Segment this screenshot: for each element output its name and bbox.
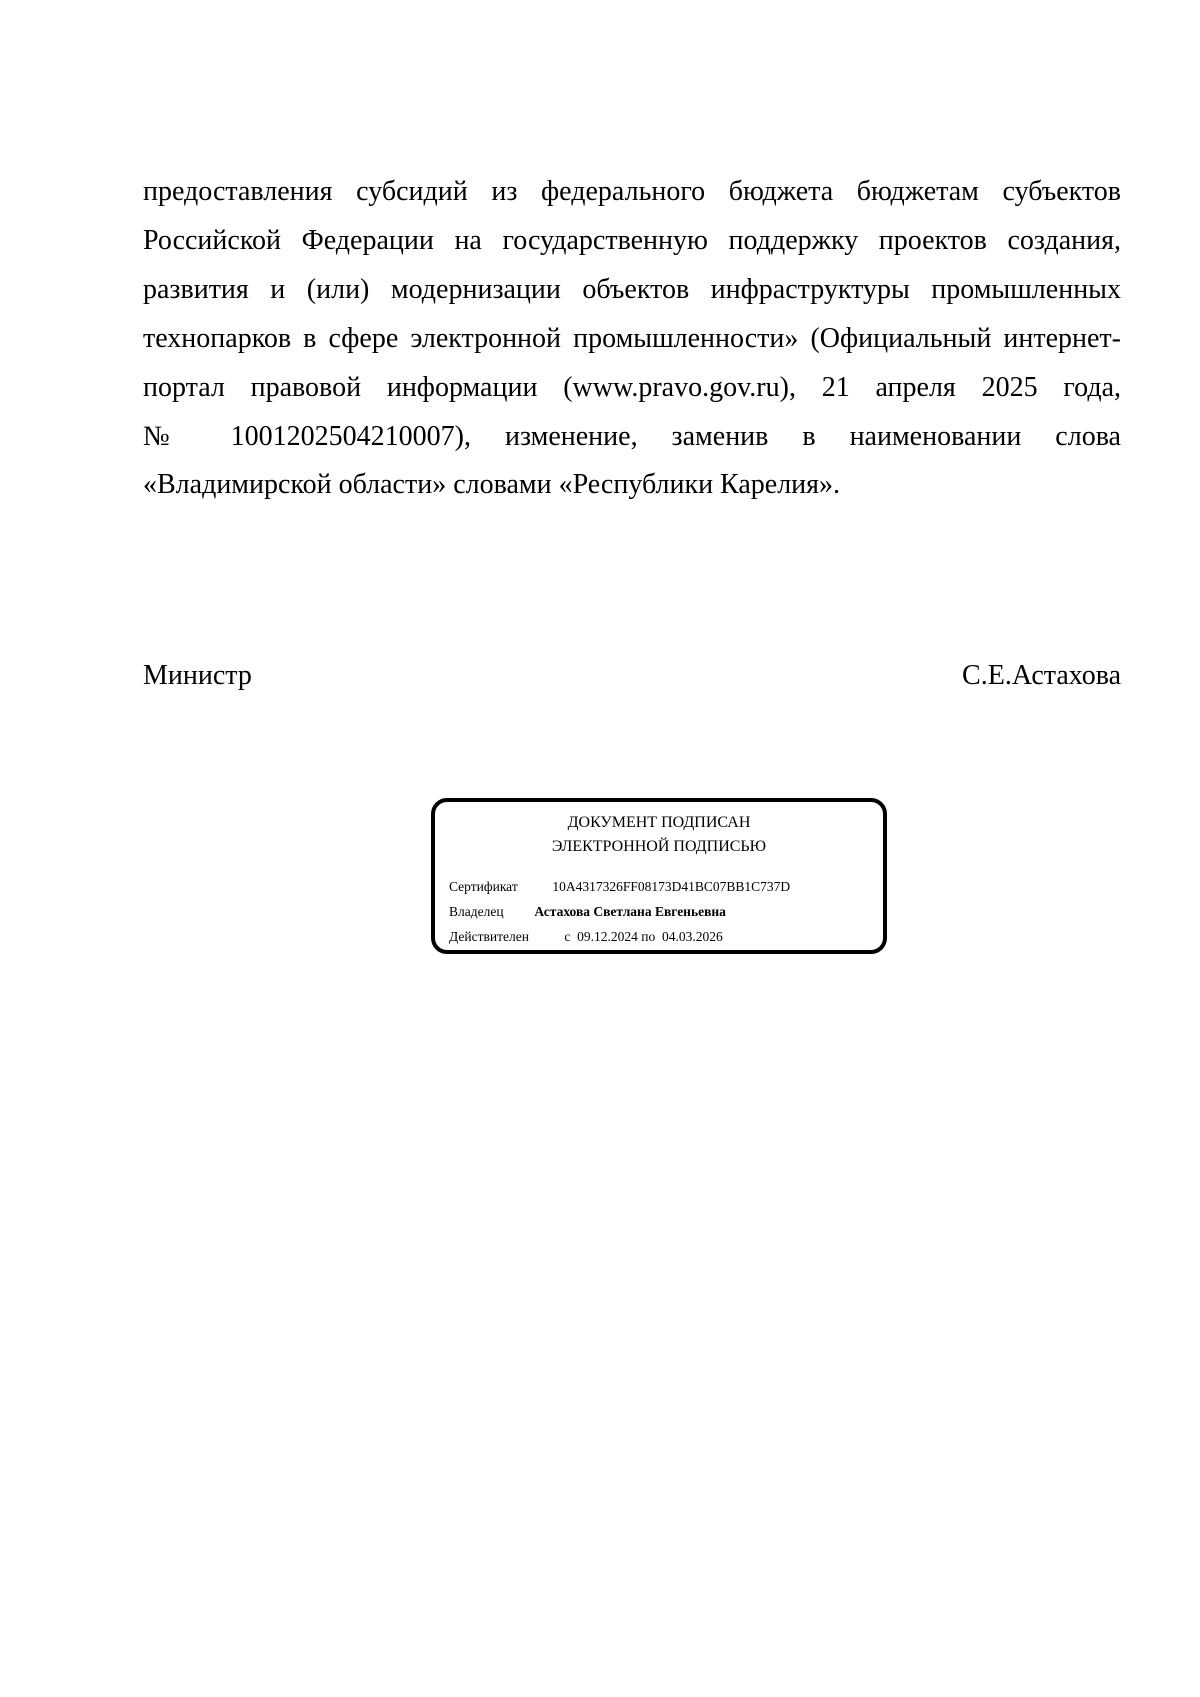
body-line: Российской Федерации на государственную поддержку проектов создания, [143, 224, 1121, 256]
body-line: № 1001202504210007), изменение, заменив в наименовании слова [143, 420, 1121, 452]
body-line: развития и (или) модернизации объектов инфраструктуры промышленных [143, 273, 1121, 305]
validity-value: с 09.12.2024 по 04.03.2026 [564, 929, 723, 944]
stamp-validity-row [449, 929, 723, 945]
signer-name: С.Е.Астахова [962, 660, 1121, 691]
body-line: портал правовой информации (www.pravo.gov.ru), 21 апреля 2025 года, [143, 371, 1121, 403]
body-line: технопарков в сфере электронной промышленности» (Официальный интернет- [143, 322, 1121, 354]
e-signature-stamp [431, 798, 887, 954]
body-paragraph [143, 168, 1121, 510]
stamp-certificate-row [449, 879, 790, 895]
stamp-header-line1: ДОКУМЕНТ ПОДПИСАН [567, 814, 751, 831]
body-line: «Владимирской области» словами «Республики Карелия». [143, 469, 841, 501]
signer-position: Министр [143, 660, 252, 691]
stamp-header-line2: ЭЛЕКТРОННОЙ ПОДПИСЬЮ [551, 838, 767, 855]
certificate-value: 10A4317326FF08173D41BC07BB1C737D [552, 879, 791, 894]
certificate-label: Сертификат [449, 879, 518, 894]
owner-label: Владелец [449, 904, 504, 919]
stamp-owner-row [449, 904, 726, 920]
validity-label: Действителен [449, 929, 529, 944]
body-line: предоставления субсидий из федерального бюджета бюджетам субъектов [143, 176, 1121, 207]
owner-value: Астахова Светлана Евгеньевна [534, 904, 726, 919]
